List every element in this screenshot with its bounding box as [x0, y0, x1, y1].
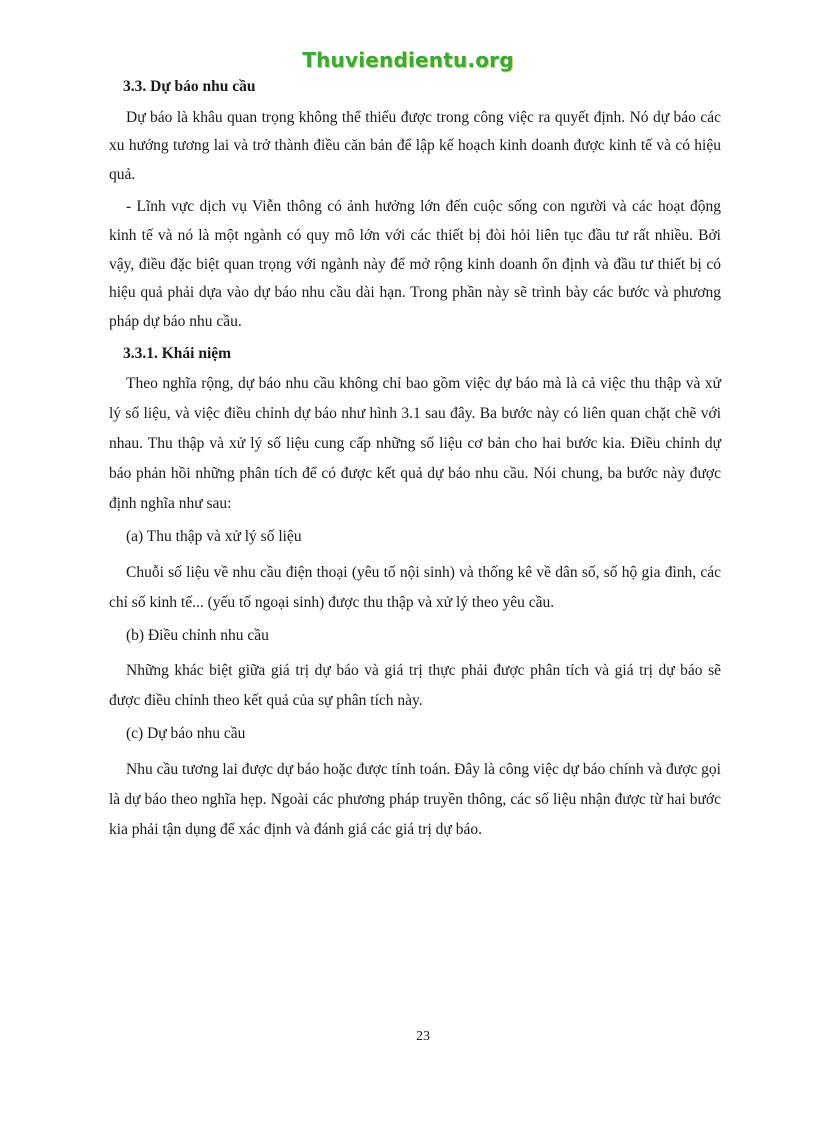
- section-heading: 3.3. Dự báo nhu cầu: [123, 78, 256, 95]
- page-number: 23: [416, 1029, 430, 1044]
- site-watermark: Thuviendientu.org: [302, 48, 514, 72]
- list-item-text: Những khác biệt giữa giá trị dự báo và giá trị thực phải được phân tích và giá trị dự báo sẽ được điều chỉnh theo kết quả của sự phân tích này.: [109, 662, 721, 710]
- list-item-label: (c) Dự báo nhu cầu: [126, 725, 246, 743]
- page-content: [109, 73, 721, 849]
- section-paragraph: - Lĩnh vực dịch vụ Viễn thông có ảnh hưởng lớn đến cuộc sống con người và các hoạt động kinh tế và nó là một ngành có quy mô lớn với các thiết bị đòi hỏi liên tục đầu tư rất nhiều. Bởi vậy, điều đặc biệt quan trọng với ngành này để mở rộng kinh doanh ổn định và đầu tư thiết bị có hiệu quả phải dựa vào dự báo nhu cầu dài hạn. Trong phần này sẽ trình bày các bước và phương pháp dự báo nhu cầu.: [109, 198, 721, 330]
- subsection-heading: 3.3.1. Khái niệm: [123, 345, 232, 363]
- list-item-text: Chuỗi số liệu về nhu cầu điện thoại (yêu tố nội sinh) và thống kê về dân số, số hộ gia đình, các chỉ số kinh tế... (yếu tố ngoại sinh) được thu thập và xử lý theo yêu cầu.: [109, 563, 721, 611]
- subsection-intro: Theo nghĩa rộng, dự báo nhu cầu không chỉ bao gồm việc dự báo mà là cả việc thu thập và xử lý số liệu, và việc điều chỉnh dự báo như hình 3.1 sau đây. Ba bước này có liên quan chặt chẽ với nhau. Thu thập và xử lý số liệu cung cấp những số liệu cơ bản cho hai bước kia. Điều chỉnh dự báo phản hồi những phân tích để có được kết quả dự báo nhu cầu. Nói chung, ba bước này được định nghĩa như sau:: [109, 374, 721, 512]
- list-item-text: Nhu cầu tương lai được dự báo hoặc được tính toán. Đây là công việc dự báo chính và được gọi là dự báo theo nghĩa hẹp. Ngoài các phương pháp truyền thông, các số liệu nhận được từ hai bước kia phải tận dụng để xác định và đánh giá các giá trị dự báo.: [109, 760, 721, 838]
- list-item-label: (b) Điều chỉnh nhu cầu: [126, 626, 269, 644]
- list-item-label: (a) Thu thập và xử lý số liệu: [126, 527, 302, 545]
- section-paragraph: Dự báo là khâu quan trọng không thể thiếu được trong công việc ra quyết định. Nó dự báo các xu hướng tương lai và trở thành điều căn bản để lập kế hoạch kinh doanh được kinh tế và có hiệu quả.: [109, 108, 721, 183]
